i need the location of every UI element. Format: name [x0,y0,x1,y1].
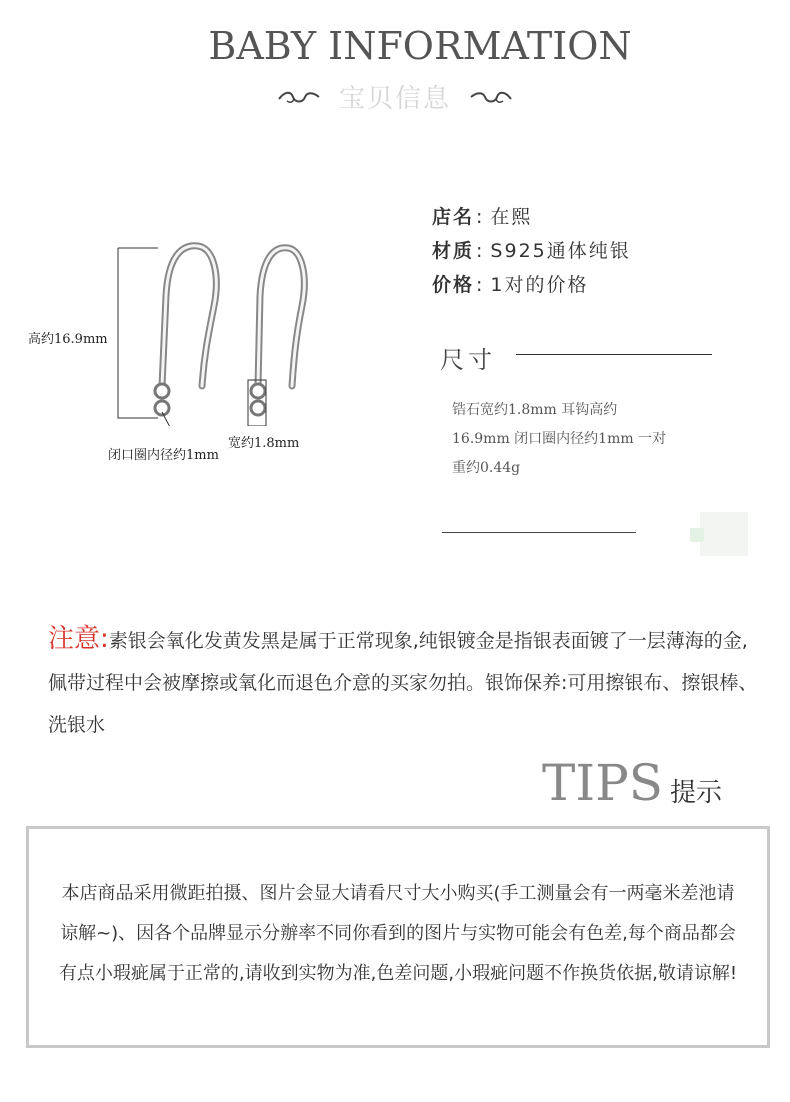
tips-title-cn: 提示 [670,778,723,808]
page-subtitle: 宝贝信息 [338,84,451,114]
tips-title-en: TIPS [542,754,663,812]
width-dimension-label: 宽约1.8mm [228,436,300,451]
price-row [432,270,589,297]
size-bottom-divider [442,532,636,533]
size-line-2: 16.9mm 闭口圈内径约1mm 一对 [452,431,667,447]
tips-text: 本店商品采用微距拍摄、图片会显大请看尺寸大小购买(手工测量会有一两毫米差池请谅解~)、因各个品牌显示分辦率不同你看到的图片与实物可能会有色差,每个商品都会有点小瑕疵属于正常的,请收到实物为准,色差问题,小瑕疵问题不作换货依据,敬请谅解! [58,883,738,984]
height-dimension-label: 高约16.9mm [28,332,108,347]
size-description [452,396,732,483]
size-line-3: 重约0.44g [452,460,521,476]
left-flourish-icon [277,89,321,105]
size-divider [516,354,712,355]
material-separator: : [476,240,483,262]
notice-text: 素银会氧化发黄发黑是属于正常现象,纯银镀金是指银表面镀了一层薄海的金,佩带过程中会被摩擦或氧化而退色介意的买家勿拍。银饰保养:可用擦银布、擦银棒、洗银水 [48,630,758,736]
price-value: 1对的价格 [490,274,589,296]
price-separator: : [476,274,483,296]
decorative-accent [690,528,704,542]
page-title: BABY INFORMATION [208,24,632,68]
notice-paragraph [48,618,760,746]
size-line-1: 锆石宽约1.8mm 耳钩高约 [452,402,618,418]
decorative-block [700,512,748,556]
store-value: 在熙 [490,206,533,228]
size-heading: 尺寸 [440,346,496,374]
earring-hooks-image [110,236,310,426]
ring-dimension-label: 闭口圈内径约1mm [108,448,219,463]
right-flourish-icon [469,89,513,105]
material-label: 材质 [432,240,475,262]
notice-label: 注意: [48,624,109,654]
store-label: 店名 [432,206,475,228]
material-value: S925通体纯银 [490,240,631,262]
price-label: 价格 [432,274,475,296]
store-row [432,202,532,229]
subtitle-row [0,78,790,115]
store-separator: : [476,206,483,228]
material-row [432,236,631,263]
